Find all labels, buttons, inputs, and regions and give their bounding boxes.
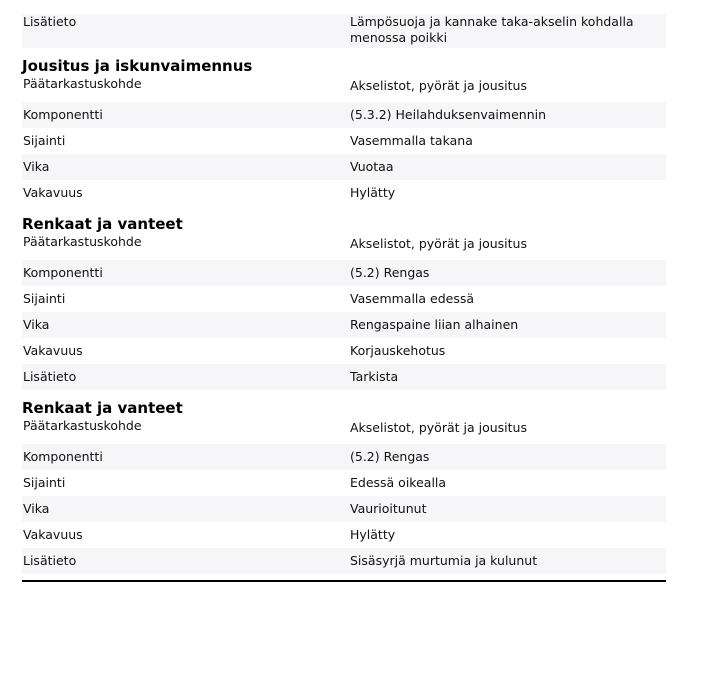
section-title: Renkaat ja vanteet xyxy=(22,215,183,233)
section-title: Jousitus ja iskunvaimennus xyxy=(22,57,253,75)
row-value: Vasemmalla edessä xyxy=(350,291,475,306)
detail-row xyxy=(22,76,666,102)
row-value: Rengaspaine liian alhainen xyxy=(350,317,519,332)
detail-row xyxy=(22,338,666,364)
detail-row xyxy=(22,418,666,444)
section-block xyxy=(22,214,666,390)
detail-row xyxy=(22,128,666,154)
row-label: Vakavuus xyxy=(23,343,83,358)
detail-row xyxy=(22,102,666,128)
section-block xyxy=(22,56,666,206)
detail-row xyxy=(22,14,666,48)
detail-row xyxy=(22,548,666,574)
detail-row xyxy=(22,312,666,338)
row-value: Hylätty xyxy=(350,527,396,542)
detail-row xyxy=(22,286,666,312)
inspection-report xyxy=(22,14,666,574)
row-label: Lisätieto xyxy=(23,553,77,568)
row-value: (5.3.2) Heilahduksenvaimennin xyxy=(350,107,547,122)
row-label: Vika xyxy=(23,317,50,332)
bottom-divider xyxy=(22,580,666,582)
detail-row xyxy=(22,444,666,470)
row-value xyxy=(350,14,666,48)
detail-row xyxy=(22,260,666,286)
row-label: Päätarkastuskohde xyxy=(23,418,142,433)
row-value: Edessä oikealla xyxy=(350,475,447,490)
row-label: Sijainti xyxy=(23,133,66,148)
row-value: Akselistot, pyörät ja jousitus xyxy=(350,420,527,435)
row-value: (5.2) Rengas xyxy=(350,265,430,280)
row-value: Hylätty xyxy=(350,185,396,200)
row-label: Päätarkastuskohde xyxy=(23,76,142,91)
row-label: Vika xyxy=(23,159,50,174)
row-label: Lisätieto xyxy=(23,369,77,384)
row-value: (5.2) Rengas xyxy=(350,449,430,464)
section-block xyxy=(22,398,666,574)
detail-row xyxy=(22,364,666,390)
section-title: Renkaat ja vanteet xyxy=(22,399,183,417)
detail-row xyxy=(22,470,666,496)
row-value: Akselistot, pyörät ja jousitus xyxy=(350,78,527,93)
row-value-line: menossa poikki xyxy=(350,30,448,45)
row-value: Tarkista xyxy=(350,369,399,384)
detail-row xyxy=(22,180,666,206)
detail-row xyxy=(22,522,666,548)
row-value: Korjauskehotus xyxy=(350,343,446,358)
row-value: Akselistot, pyörät ja jousitus xyxy=(350,236,527,251)
row-label: Päätarkastuskohde xyxy=(23,234,142,249)
row-label: Komponentti xyxy=(23,265,103,280)
detail-row xyxy=(22,496,666,522)
row-label: Vika xyxy=(23,501,50,516)
row-label: Sijainti xyxy=(23,475,66,490)
detail-row xyxy=(22,234,666,260)
row-label: Lisätieto xyxy=(23,14,77,29)
row-value: Sisäsyrjä murtumia ja kulunut xyxy=(350,553,538,568)
row-value: Vasemmalla takana xyxy=(350,133,473,148)
row-value-line: Lämpösuoja ja kannake taka-akselin kohdalla xyxy=(350,14,634,29)
row-label: Komponentti xyxy=(23,107,103,122)
row-value: Vuotaa xyxy=(350,159,394,174)
row-label: Komponentti xyxy=(23,449,103,464)
row-label: Sijainti xyxy=(23,291,66,306)
row-label: Vakavuus xyxy=(23,527,83,542)
row-value: Vaurioitunut xyxy=(350,501,427,516)
row-label: Vakavuus xyxy=(23,185,83,200)
detail-row xyxy=(22,154,666,180)
